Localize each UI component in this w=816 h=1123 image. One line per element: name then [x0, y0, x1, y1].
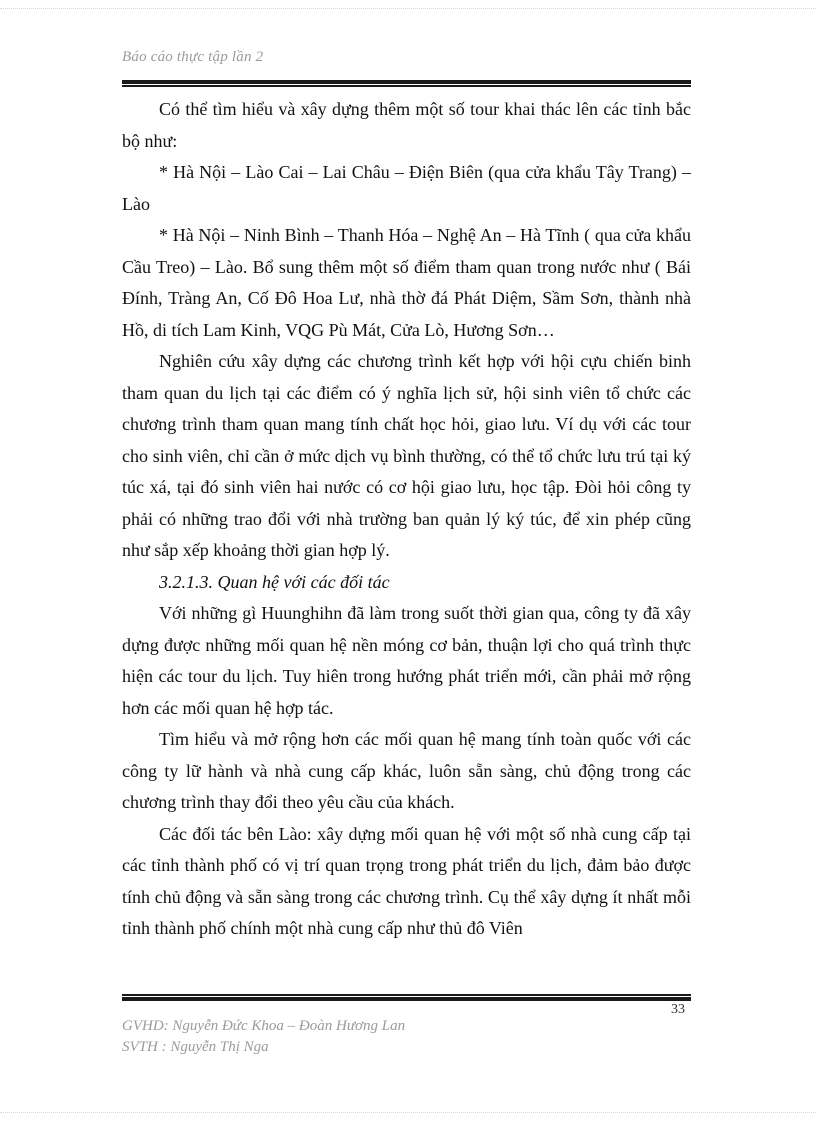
footer-rule [122, 994, 691, 1001]
paragraph: * Hà Nội – Ninh Bình – Thanh Hóa – Nghệ An – Hà Tĩnh ( qua cửa khẩu Cầu Treo) – Lào. Bổ sung thêm một số điểm tham quan trong nước như ( Bái Đính, Tràng An, Cố Đô Hoa Lư, nhà thờ đá Phát Diệm, Sầm Sơn, thành nhà Hồ, di tích Lam Kinh, VQG Pù Mát, Cửa Lò, Hương Sơn… [122, 225, 691, 340]
paragraph: Nghiên cứu xây dựng các chương trình kết hợp với hội cựu chiến binh tham quan du lịch tại các điểm có ý nghĩa lịch sử, hội sinh viên tổ chức các chương trình tham quan mang tính chất học hỏi, giao lưu. Ví dụ với các tour cho sinh viên, chỉ cần ở mức dịch vụ bình thường, có thể tổ chức lưu trú tại ký túc xá, tại đó sinh viên hai nước có cơ hội giao lưu, học tập. Đòi hỏi công ty phải có những trao đổi với nhà trường ban quản lý ký túc, để xin phép cũng như sắp xếp khoảng thời gian hợp lý. [122, 351, 691, 560]
paragraph: Với những gì Huunghihn đã làm trong suốt thời gian qua, công ty đã xây dựng được những mối quan hệ nền móng cơ bản, thuận lợi cho quá trình thực hiện các tour du lịch. Tuy hiên trong hướng phát triển mới, cần phải mở rộng hơn các mối quan hệ hợp tác. [122, 603, 691, 718]
footer-advisor: GVHD: Nguyễn Đức Khoa – Đoàn Hương Lan [122, 1018, 406, 1034]
footer-rule-thin [122, 994, 691, 996]
document-body [122, 94, 691, 945]
paragraph: Có thể tìm hiểu và xây dựng thêm một số tour khai thác lên các tỉnh bắc bộ như: [122, 99, 691, 151]
header-rule-thick [122, 80, 691, 84]
header-title: Báo cáo thực tập lần 2 [122, 49, 264, 65]
paragraph: Tìm hiểu và mở rộng hơn các mối quan hệ mang tính toàn quốc với các công ty lữ hành và nhà cung cấp khác, luôn sẵn sàng, chủ động trong các chương trình thay đổi theo yêu cầu của khách. [122, 729, 691, 812]
page-top-border [0, 8, 816, 9]
header-rule-thin [122, 85, 691, 87]
section-heading: 3.2.1.3. Quan hệ với các đối tác [159, 571, 390, 592]
header-rule [122, 80, 691, 87]
footer-rule-thick [122, 997, 691, 1001]
page-bottom-border [0, 1112, 816, 1113]
paragraph: * Hà Nội – Lào Cai – Lai Châu – Điện Biên (qua cửa khẩu Tây Trang) – Lào [122, 162, 691, 214]
footer-student: SVTH : Nguyễn Thị Nga [122, 1039, 269, 1055]
page-number: 33 [671, 1002, 685, 1017]
paragraph: Các đối tác bên Lào: xây dựng mối quan hệ với một số nhà cung cấp tại các tỉnh thành phố có vị trí quan trọng trong phát triển du lịch, đảm bảo được tính chủ động và sẵn sàng trong các chương trình. Cụ thể xây dựng ít nhất mỗi tỉnh thành phố chính một nhà cung cấp như thủ đô Viên [122, 823, 691, 938]
